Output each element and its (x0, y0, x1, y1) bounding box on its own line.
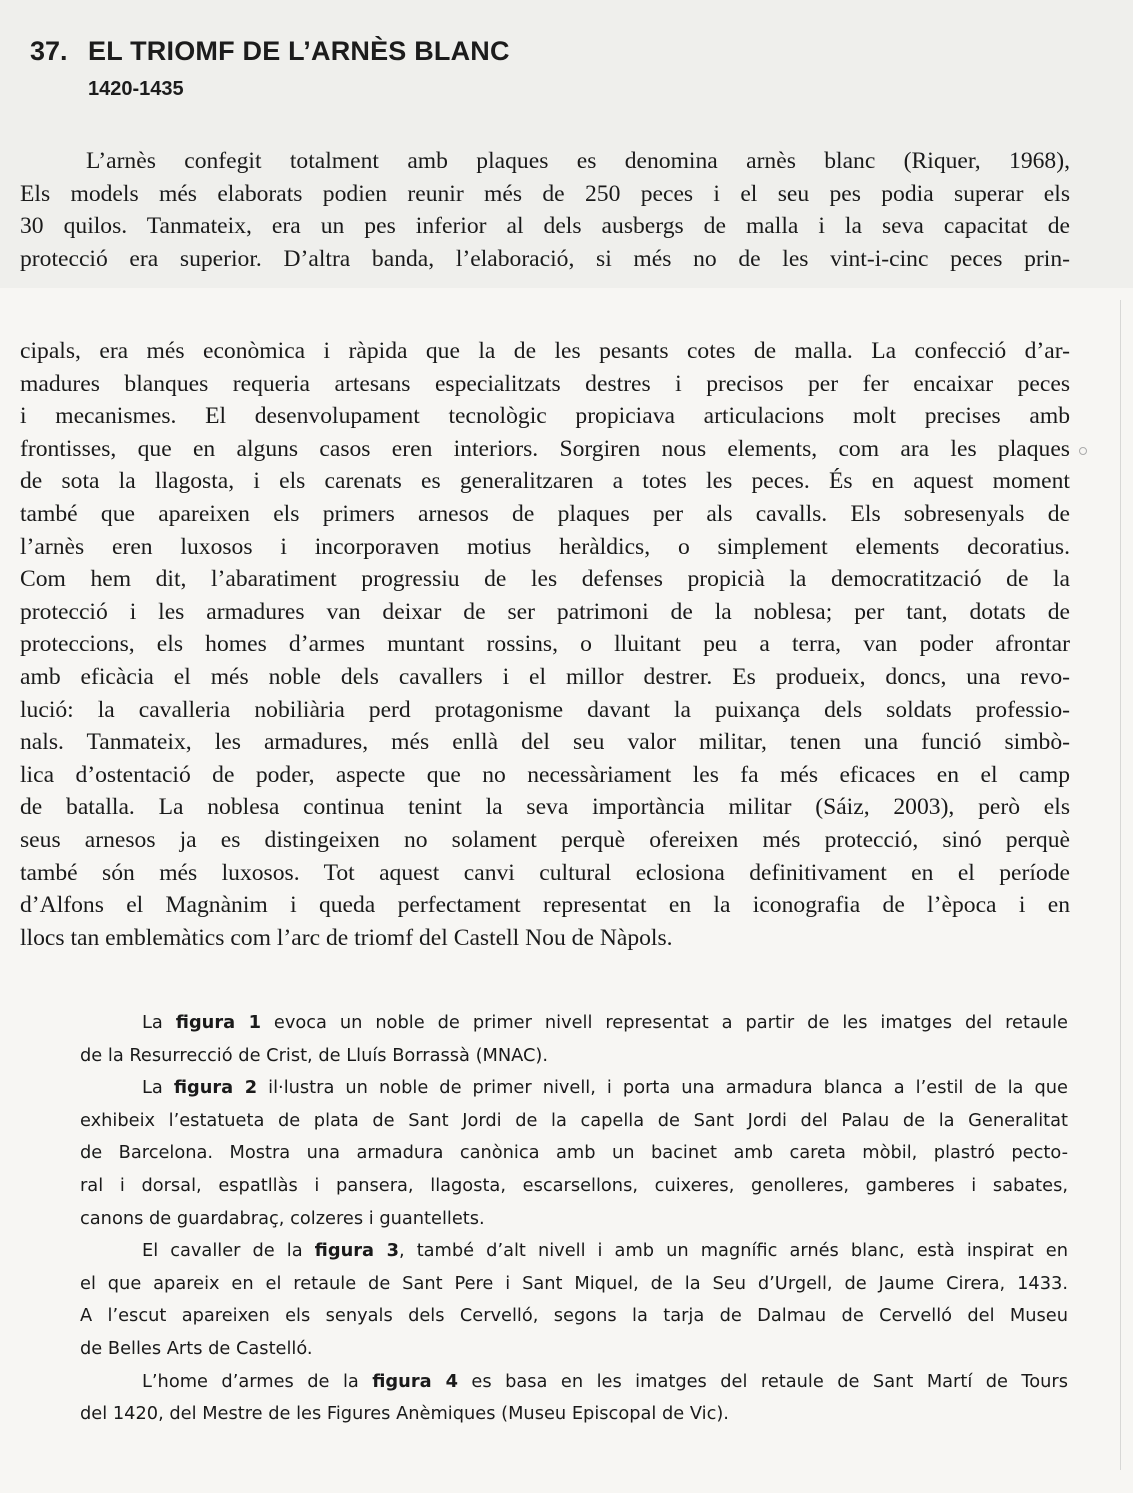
caption-line: exhibeix l’estatueta de plata de Sant Jordi de la capella de Sant Jordi del Palau de la Generalitat (80, 1109, 1068, 1131)
caption-text: , també d’alt nivell i amb un magnífic arnés blanc, està inspirat en (398, 1240, 1068, 1262)
figure-4-caption-first-line (80, 1366, 1068, 1399)
caption-text: es basa en les imatges del retaule de Sant Martí de Tours (457, 1370, 1068, 1392)
figure-3-label: figura 3 (314, 1240, 399, 1262)
main-line: d’Alfons el Magnànim i queda perfectament representat en la iconografia de l’època i en (20, 892, 1070, 919)
main-line: lica d’ostentació de poder, aspecte que no necessàriament les fa més eficaces en el camp (20, 761, 1070, 788)
intro-line: protecció era superior. D’altra banda, l’elaboració, si més no de les vint-i-cinc peces prin- (20, 245, 1070, 272)
main-line: de sota la llagosta, i els carenats es generalitzaren a totes les peces. És en aquest moment (20, 468, 1070, 495)
main-line: i mecanismes. El desenvolupament tecnològic propiciava articulacions molt precises amb (20, 403, 1070, 430)
caption-text: il·lustra un noble de primer nivell, i porta una armadura blanca a l’estil de la que (257, 1077, 1068, 1099)
caption-line: de Barcelona. Mostra una armadura canònica amb un bacinet amb careta mòbil, plastró pecto- (80, 1142, 1068, 1164)
main-line: cipals, era més econòmica i ràpida que la de les pesants cotes de malla. La confecció d’ar- (20, 338, 1070, 364)
main-line: també que apareixen els primers arnesos de plaques per als cavalls. Els sobresenyals de (20, 500, 1070, 527)
figure-2-caption-first-line (80, 1072, 1068, 1105)
page-title: EL TRIOMF DE L’ARNÈS BLANC (88, 36, 510, 66)
main-line: seus arnesos ja es distingeixen no solament perquè ofereixen més protecció, sinó perquè (20, 826, 1070, 853)
main-line: l’arnès eren luxosos i incorporaven motius heràldics, o simplement elements decoratius. (20, 533, 1070, 560)
main-line: proteccions, els homes d’armes muntant rossins, o lluitant peu a terra, van poder afrontar (20, 631, 1070, 658)
caption-text: La (142, 1077, 174, 1099)
caption-line: A l’escut apareixen els senyals dels Cervelló, segons la tarja de Dalmau de Cervelló del Museu (80, 1305, 1068, 1327)
caption-text: La (142, 1012, 176, 1033)
main-line: de batalla. La noblesa continua tenint la seva importància militar (Sáiz, 2003), però els (20, 794, 1070, 821)
figure-4-label: figura 4 (372, 1370, 458, 1392)
caption-line: de la Resurrecció de Crist, de Lluís Borrassà (MNAC). (80, 1044, 549, 1066)
figure-2-label: figura 2 (173, 1077, 258, 1099)
page-subtitle-years: 1420-1435 (88, 78, 184, 100)
section-number: 37. (30, 36, 68, 66)
page-edge-line (1120, 300, 1121, 1470)
caption-text: evoca un noble de primer nivell representat a partir de les imatges del retaule (260, 1012, 1068, 1033)
intro-line: 30 quilos. Tanmateix, era un pes inferior al dels ausbergs de malla i la seva capacitat de (20, 213, 1070, 240)
figure-1-label: figura 1 (175, 1012, 261, 1033)
caption-line: ral i dorsal, espatllàs i pansera, llagosta, escarsellons, cuixeres, genolleres, gamberes i sabates, (80, 1174, 1068, 1196)
main-line: Com hem dit, l’abaratiment progressiu de les defenses propicià la democratització de la (20, 566, 1070, 593)
figure-1-caption-first-line (80, 1007, 1068, 1040)
figure-captions (80, 1007, 1068, 1431)
main-line: madures blanques requeria artesans especialitzats destres i precisos per fer encaixar peces (20, 370, 1070, 397)
caption-line: canons de guardabraç, colzeres i guantellets. (80, 1207, 485, 1229)
caption-text: El cavaller de la (142, 1240, 315, 1262)
main-line: lució: la cavalleria nobiliària perd protagonisme davant la puixança dels soldats professio- (20, 696, 1070, 723)
page-margin-mark (1079, 447, 1087, 455)
caption-line: del 1420, del Mestre de les Figures Anèmiques (Museu Episcopal de Vic). (80, 1403, 729, 1425)
caption-line: de Belles Arts de Castelló. (80, 1337, 313, 1359)
intro-line: Els models més elaborats podien reunir més de 250 peces i el seu pes podia superar els (20, 180, 1070, 207)
main-line: llocs tan emblemàtics com l’arc de triomf del Castell Nou de Nàpols. (20, 924, 673, 951)
main-paragraph (20, 335, 1070, 954)
main-line: també són més luxosos. Tot aquest canvi cultural eclosiona definitivament en el període (20, 859, 1070, 886)
caption-line: el que apareix en el retaule de Sant Pere i Sant Miquel, de la Seu d’Urgell, de Jaume Cirera, 1433. (80, 1272, 1068, 1294)
figure-3-caption-first-line (80, 1235, 1068, 1268)
main-line: frontisses, que en alguns casos eren interiors. Sorgiren nous elements, com ara les plaques (20, 435, 1070, 462)
intro-line (20, 145, 1070, 178)
intro-paragraph (20, 145, 1070, 275)
main-line: protecció i les armadures van deixar de ser patrimoni de la noblesa; per tant, dotats de (20, 598, 1070, 625)
intro-line-text: L’arnès confegit totalment amb plaques es denomina arnès blanc (Riquer, 1968), (86, 148, 1070, 174)
main-line: amb eficàcia el més noble dels cavallers i el millor destrer. Es produeix, doncs, una revo- (20, 663, 1070, 690)
main-line: nals. Tanmateix, les armadures, més enllà del seu valor militar, tenen una funció simbò- (20, 729, 1070, 756)
caption-text: L’home d’armes de la (142, 1370, 373, 1392)
